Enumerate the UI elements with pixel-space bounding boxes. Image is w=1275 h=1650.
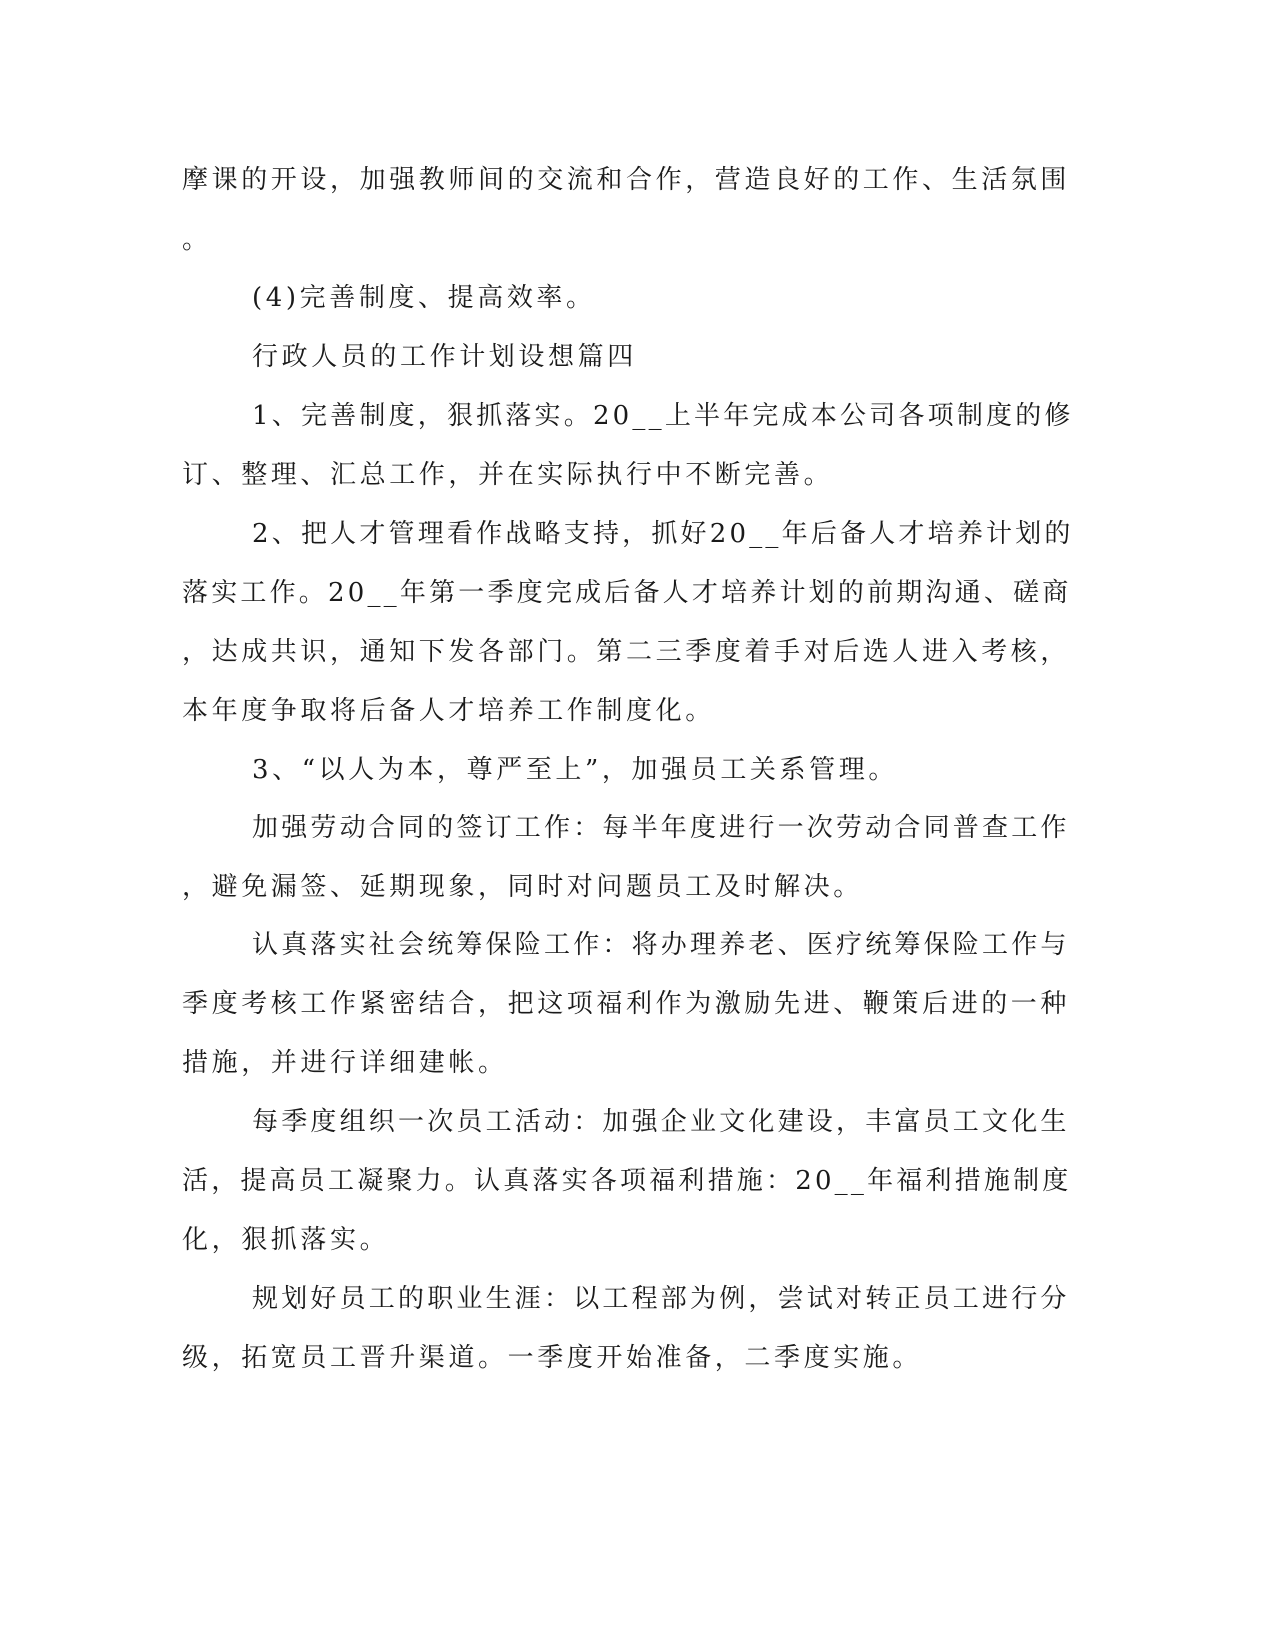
text-line: 订、整理、汇总工作，并在实际执行中不断完善。 — [182, 460, 834, 490]
text-line: 每季度组织一次员工活动：加强企业文化建设，丰富员工文化生 — [252, 1107, 1070, 1137]
text-line: 级，拓宽员工晋升渠道。一季度开始准备，二季度实施。 — [182, 1343, 923, 1373]
section-heading: 行政人员的工作计划设想篇四 — [252, 342, 637, 372]
text-line: 季度考核工作紧密结合，把这项福利作为激励先进、鞭策后进的一种 — [182, 989, 1071, 1019]
text-line: ，达成共识，通知下发各部门。第二三季度着手对后选人进入考核， — [182, 637, 1071, 667]
text-line: 活，提高员工凝聚力。认真落实各项福利措施：20__年福利措施制度 — [182, 1166, 1072, 1196]
text-line: 规划好员工的职业生涯：以工程部为例，尝试对转正员工进行分 — [252, 1284, 1070, 1314]
text-line: 认真落实社会统筹保险工作：将办理养老、医疗统筹保险工作与 — [252, 930, 1070, 960]
text-line: 加强劳动合同的签订工作：每半年度进行一次劳动合同普查工作 — [252, 813, 1070, 843]
text-line: ，避免漏签、延期现象，同时对问题员工及时解决。 — [182, 872, 863, 902]
text-line: 。 — [182, 225, 212, 255]
text-line: 摩课的开设，加强教师间的交流和合作，营造良好的工作、生活氛围 — [182, 165, 1071, 195]
text-line: (4)完善制度、提高效率。 — [252, 283, 596, 313]
text-line: 措施，并进行详细建帐。 — [182, 1048, 508, 1078]
text-line: 3、“以人为本，尊严至上”，加强员工关系管理。 — [252, 755, 898, 785]
text-line: 落实工作。20__年第一季度完成后备人才培养计划的前期沟通、磋商 — [182, 578, 1072, 608]
text-line: 本年度争取将后备人才培养工作制度化。 — [182, 696, 715, 726]
text-line: 化，狠抓落实。 — [182, 1225, 390, 1255]
text-line: 2、把人才管理看作战略支持，抓好20__年后备人才培养计划的 — [252, 519, 1074, 549]
text-line: 1、完善制度，狠抓落实。20__上半年完成本公司各项制度的修 — [252, 401, 1074, 431]
